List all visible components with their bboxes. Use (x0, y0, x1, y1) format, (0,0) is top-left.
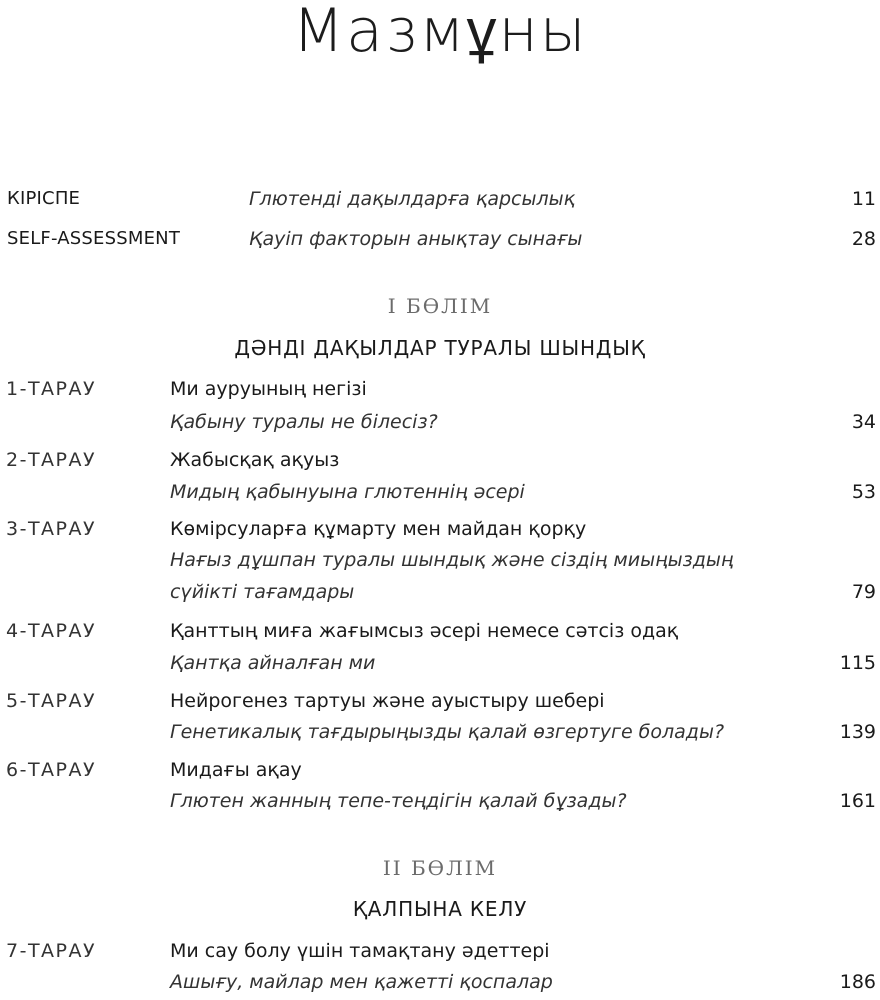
page-number: 79 (851, 581, 876, 603)
page-number: 34 (851, 411, 876, 433)
chapter-label: 6-ТАРАУ (6, 759, 97, 781)
chapter-subtitle: Қабыну туралы не білесіз? (170, 411, 438, 433)
chapter-label: 1-ТАРАУ (6, 378, 97, 400)
chapter-label: 4-ТАРАУ (6, 620, 97, 642)
chapter-subtitle: Ашығу, майлар мен қажетті қоспалар (170, 971, 553, 993)
chapter-label: 3-ТАРАУ (6, 518, 97, 540)
page-number: 11 (851, 188, 876, 210)
chapter-subtitle: Глютен жанның тепе-теңдігін қалай бұзады? (170, 790, 627, 812)
chapter-label: 7-ТАРАУ (6, 940, 97, 962)
entry-label: КІРІСПЕ (7, 188, 81, 209)
chapter-subtitle: Генетикалық тағдырыңызды қалай өзгертуге болады? (170, 721, 725, 743)
part-title: ДӘНДІ ДАҚЫЛДАР ТУРАЛЫ ШЫНДЫҚ (234, 336, 646, 360)
chapter-title: Нейрогенез тартуы және ауыстыру шебері (170, 690, 605, 712)
chapter-title: Ми сау болу үшін тамақтану әдеттері (170, 940, 550, 962)
chapter-title: Ми ауруының негізі (170, 378, 367, 400)
part-heading: ІІ БӨЛІМ (382, 856, 498, 880)
page-number: 139 (839, 721, 876, 743)
page-number: 53 (851, 481, 876, 503)
part-title: ҚАЛПЫНА КЕЛУ (352, 897, 528, 921)
chapter-title: Жабысқақ ақуыз (170, 449, 340, 471)
entry-title: Глютенді дақылдарға қарсылық (249, 188, 576, 210)
chapter-subtitle: сүйікті тағамдары (170, 581, 355, 603)
page-number: 161 (839, 790, 876, 812)
part-heading: І БӨЛІМ (387, 294, 493, 318)
page-title: Мазмұны (292, 0, 588, 66)
chapter-subtitle: Нағыз дұшпан туралы шындық және сіздің миыңыздың (170, 549, 734, 571)
entry-label: SELF-ASSESSMENT (7, 228, 181, 249)
page-number: 28 (851, 228, 876, 250)
page-number: 186 (839, 971, 876, 993)
chapter-title: Қанттың миға жағымсыз әсері немесе сәтсіз одақ (170, 620, 679, 642)
chapter-title: Мидағы ақау (170, 759, 302, 781)
chapter-label: 2-ТАРАУ (6, 449, 97, 471)
chapter-title: Көмірсуларға құмарту мен майдан қорқу (170, 518, 587, 540)
chapter-subtitle: Мидың қабынуына глютеннің әсері (170, 481, 525, 503)
page-number: 115 (839, 652, 876, 674)
entry-title: Қауіп факторын анықтау сынағы (249, 228, 583, 250)
chapter-label: 5-ТАРАУ (6, 690, 97, 712)
chapter-subtitle: Қантқа айналған ми (170, 652, 376, 674)
